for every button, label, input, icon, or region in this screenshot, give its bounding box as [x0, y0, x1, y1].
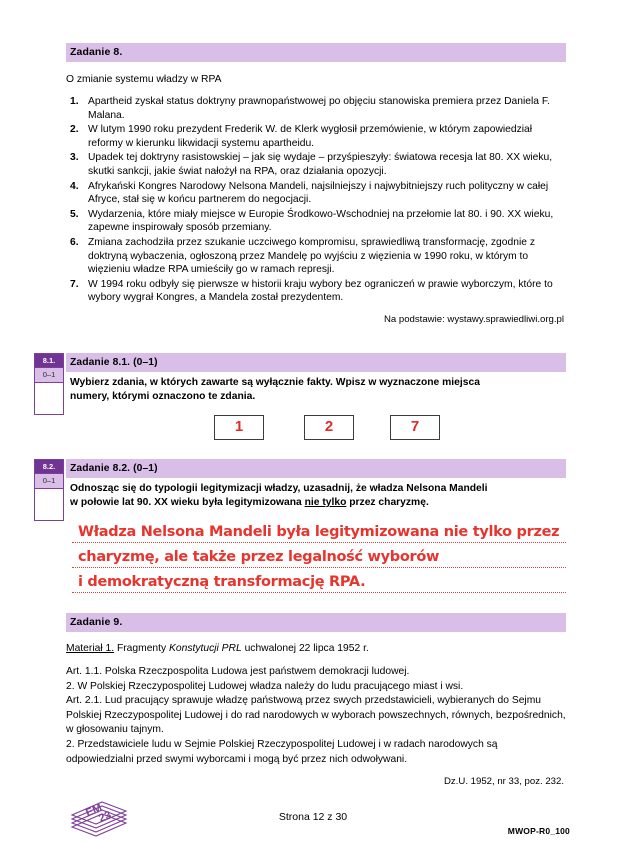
answer-box-2-value: 2 [324, 418, 334, 435]
score-box-id: 8.2. [35, 460, 63, 473]
page-footer [0, 795, 626, 841]
answer-line-text: Władza Nelsona Mandeli była legitymizowana nie tylko przez [78, 524, 560, 540]
list-item [66, 236, 566, 277]
answer-line-text: charyzmę, ale także przez legalność wyborów [78, 549, 440, 565]
task-8-intro: O zmianie systemu władzy w RPA [66, 74, 222, 85]
list-item [66, 151, 566, 178]
score-box-entry[interactable] [35, 488, 63, 520]
list-item-text: Wydarzenia, które miały miejsce w Europie Środkowo-Wschodniej na przełomie lat 80. i 90. XX wieku, zapewne inspirowały sposób przemiany. [88, 208, 554, 234]
task-8-1-prompt-line-2: numery, którymi oznaczono te zdania. [70, 391, 256, 402]
list-item-number: 4. [70, 180, 79, 192]
list-item-number: 2. [70, 124, 79, 136]
answer-box-2[interactable] [304, 415, 354, 440]
answer-line[interactable] [72, 518, 566, 543]
list-item-text: Apartheid zyskał status doktryny prawnopaństwowej po objęciu stanowiska premiera przez Daniela F. Malana. [88, 96, 550, 121]
article-paragraph: Art. 1.1. Polska Rzeczpospolita Ludowa jest państwem demokracji ludowej. [66, 666, 410, 677]
task-8-section [66, 43, 566, 325]
sheet-code: MWOP-R0_100 [507, 826, 570, 836]
page-number: Strona 12 z 30 [278, 811, 348, 823]
task-8-1-heading: Zadanie 8.1. (0–1) [66, 353, 566, 372]
answer-line-text: i demokratyczną transformację RPA. [78, 574, 366, 590]
answer-line[interactable] [72, 568, 566, 593]
list-item-number: 6. [70, 236, 79, 248]
answer-box-3-value: 7 [410, 418, 420, 435]
list-item-text: W lutym 1990 roku prezydent Frederik W. de Klerk wygłosił przemówienie, w którym zapowiedział reformy w kierunku likwidacji systemu apartheidu. [88, 124, 533, 149]
list-item [66, 123, 566, 150]
task-8-2-heading: Zadanie 8.2. (0–1) [66, 459, 566, 478]
answer-box-1-value: 1 [234, 418, 244, 435]
article-paragraph: Art. 2.1. Lud pracujący sprawuje władzę państwową przez swych przedstawicieli, wybieranych do Sejmu Polskiej Rzeczypospolitej Ludowej i do rad narodowych w wyborach powszechnych, równych, bezpośrednich, w głosowaniu tajnym. [66, 695, 566, 736]
logo-text-year: 23 [97, 809, 113, 825]
material-text-after: uchwalonej 22 lipca 1952 r. [241, 643, 369, 654]
task-8-2-prompt-part-1: Odnosząc się do typologii legitymizacji władzy, uzasadnij, że władza Nelsona Mandeli [70, 483, 488, 494]
task-8-1-prompt [66, 376, 566, 404]
score-box-range: 0–1 [35, 473, 63, 488]
task-9-material-label-line [66, 642, 566, 656]
task-8-2-prompt [66, 482, 566, 510]
material-label: Materiał 1. [66, 643, 115, 654]
list-item-number: 1. [70, 96, 79, 107]
list-item [66, 208, 566, 235]
task-8-2-answer-area[interactable] [66, 518, 566, 618]
list-item [66, 278, 566, 305]
article-paragraph: 2. W Polskiej Rzeczypospolitej Ludowej władza należy do ludu pracującego miast i wsi. [66, 680, 464, 692]
score-box-8-2 [34, 459, 64, 521]
task-8-2-prompt-part-2: w połowie lat 90. XX wieku była legitymizowana [70, 497, 305, 508]
material-title: Konstytucji PRL [169, 643, 242, 654]
list-item-text: Zmiana zachodziła przez szukanie uczciwego kompromisu, sprawiedliwą transformację, zgodnie z doktryną wybaczenia, ogłoszoną przez Mandelę po wyjściu z więzienia w 1990 roku, w którym to więzieniu władze RPA umieściły go w ramach represji. [88, 236, 535, 276]
answer-box-3[interactable] [390, 415, 440, 440]
score-box-entry[interactable] [35, 382, 63, 414]
answer-box-1[interactable] [214, 415, 264, 440]
task-9-source: Dz.U. 1952, nr 33, poz. 232. [444, 776, 564, 788]
answer-line[interactable] [72, 543, 566, 568]
list-item-number: 7. [70, 278, 79, 290]
task-8-2-section [34, 459, 566, 618]
score-box-8-1 [34, 353, 64, 415]
score-box-range: 0–1 [35, 367, 63, 382]
list-item [66, 95, 566, 122]
task-8-source: Na podstawie: wystawy.sprawiedliwi.org.pl [383, 313, 564, 325]
task-8-1-body [66, 353, 566, 445]
task-8-2-body [66, 459, 566, 618]
logo-text-em: EM [84, 802, 104, 820]
list-item-text: Upadek tej doktryny rasistowskiej – jak się wydaje – przyśpieszyły: światowa recesja lat 80. XX wieku, skutki sankcji, jakie świat nałożył na RPA, oraz działania opozycji. [88, 152, 553, 177]
article-paragraph: 2. Przedstawiciele ludu w Sejmie Polskiej Rzeczypospolitej Ludowej i w radach narodowych są odpowiedzialni przed swymi wyborcami i mogą być przez nich odwoływani. [66, 738, 498, 765]
task-9-section [66, 613, 566, 787]
task-8-1-answer-row [66, 415, 566, 445]
task-8-heading: Zadanie 8. [66, 43, 566, 62]
task-8-1-prompt-line-1: Wybierz zdania, w których zawarte są wyłącznie fakty. Wpisz w wyznaczone miejsca [70, 377, 480, 388]
list-item [66, 180, 566, 207]
task-8-2-prompt-emphasis: nie tylko [304, 497, 347, 508]
task-8-1-section [34, 353, 566, 445]
task-8-2-prompt-part-3: przez charyzmę. [346, 497, 429, 508]
list-item-text: Afrykański Kongres Narodowy Nelsona Mandeli, najsilniejszy i najwybitniejszy ruch polityczny w całej Afryce, stał się w końcu partnerem do negocjacji. [88, 180, 549, 206]
score-box-id: 8.1. [35, 354, 63, 367]
task-9-articles [66, 665, 566, 767]
task-9-heading: Zadanie 9. [66, 613, 566, 632]
task-8-fact-list [66, 95, 566, 305]
list-item-text: W 1994 roku odbyły się pierwsze w historii kraju wybory bez ograniczeń w prawie wyborczym, które to wybory wygrał Kongres, a Mandela został prezydentem. [88, 278, 553, 304]
material-text-before: Fragmenty [114, 643, 170, 654]
list-item-number: 5. [70, 208, 79, 220]
list-item-number: 3. [70, 152, 79, 164]
